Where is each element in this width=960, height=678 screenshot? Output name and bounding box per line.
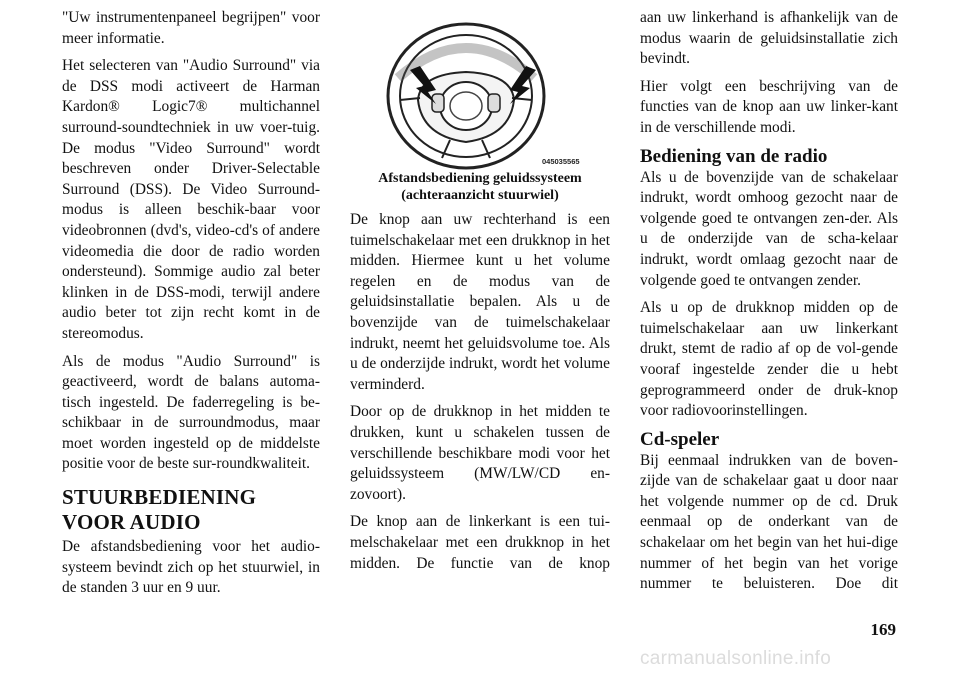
paragraph: De knop aan de linkerkant is een tui-melschakelaar met een drukknop in het midden. De functie van de knop <box>350 513 610 572</box>
paragraph: Als u de bovenzijde van de schakelaar indrukt, wordt omhoog gezocht naar de volgende goed te ontvangen zen-der. Als u de onderzijde van de scha-kelaar indrukt, wordt omlaag gezocht naar de volgende goed te ontvangen zender. <box>640 168 898 289</box>
paragraph: Het selecteren van "Audio Surround" via de DSS modi activeert de Harman Kardon® Logic7® multichannel surround-soundtechniek in uw voer-tuig. De modus "Video Surround" wordt beschreven onder Driver-Selectable Surround (DSS). De Video Surround-modus is alleen beschik-baar voor videobronnen (dvd's, video-cd's of andere videomedia die door de radio worden ondersteund). Sommige audio zal beter klinken in de DSS-modi, terwijl andere audio beter tot zijn recht komt in de stereomodus. <box>62 57 320 342</box>
paragraph: Als u op de drukknop midden op de tuimelschakelaar aan uw linkerkant drukt, stemt de radio af op de vol-gende vooraf ingestelde zender die u hebt geprogrammeerd onder de druk-knop voor radiovoorinstellingen. <box>640 299 898 420</box>
section-heading <box>62 485 320 535</box>
right-column <box>640 8 898 602</box>
watermark: carmanualsonline.info <box>640 648 832 669</box>
paragraph: De knop aan uw rechterhand is een tuimelschakelaar met een drukknop in het midden. Hiermee kunt u het volume regelen en de modus van de geluidsinstallatie bepalen. Als u de bovenzijde van de tuimelschakelaar indrukt, neemt het geluidsvolume toe. Als u de onderzijde indrukt, wordt het volume verminderd. <box>350 211 610 393</box>
paragraph: De afstandsbediening voor het audio-systeem bevindt zich op het stuurwiel, in de standen 3 uur en 9 uur. <box>62 538 320 597</box>
steering-wheel-figure <box>350 8 610 170</box>
subheading-cd: Cd-speler <box>640 428 720 450</box>
paragraph: "Uw instrumentenpaneel begrijpen" voor meer informatie. <box>62 9 320 47</box>
left-column <box>62 8 320 606</box>
caption-line-2: (achteraanzicht stuurwiel) <box>401 188 559 203</box>
heading-line-1: STUURBEDIENING <box>62 485 257 510</box>
paragraph: aan uw linkerhand is afhankelijk van de modus waarin de geluidsinstallatie zich bevindt. <box>640 9 898 68</box>
figure-code: 045035565 <box>542 157 580 166</box>
steering-wheel-illustration <box>350 8 610 170</box>
subheading-radio: Bediening van de radio <box>640 145 828 167</box>
paragraph: Als de modus "Audio Surround" is geactiveerd, wordt de balans automa-tisch ingesteld. De faderregeling is be-schikbaar in de surroundmodus, maar moet worden ingesteld op de middelste positie voor de beste sur-roundkwaliteit. <box>62 352 320 473</box>
figure-caption <box>350 170 610 204</box>
page-number: 169 <box>870 620 896 639</box>
middle-column <box>350 8 610 581</box>
paragraph: Door op de drukknop in het midden te drukken, kunt u schakelen tussen de verschillende beschikbare modi voor het geluidssysteem (MW/LW/CD en-zovoort). <box>350 403 610 503</box>
heading-line-2: VOOR AUDIO <box>62 510 201 535</box>
caption-line-1: Afstandsbediening geluidssysteem <box>378 171 582 186</box>
paragraph: Hier volgt een beschrijving van de functies van de knop aan uw linker-kant in de verschillende modi. <box>640 77 898 136</box>
paragraph: Bij eenmaal indrukken van de boven-zijde van de schakelaar gaat u door naar het volgende nummer op de cd. Druk eenmaal op de onderkant van de schakelaar om het begin van het hui-dige nummer of het begin van het vorige nummer te beluisteren. Doe dit <box>640 451 898 593</box>
